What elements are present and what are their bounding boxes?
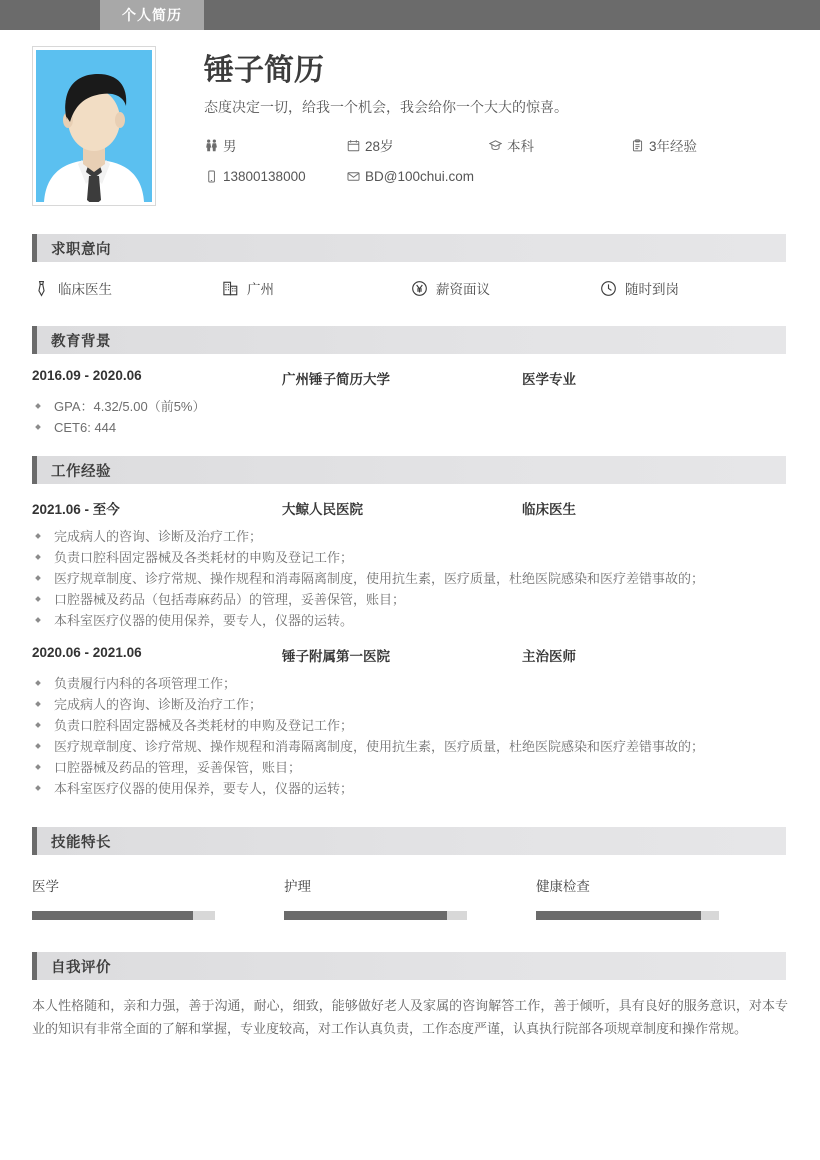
intent-availability-label: 随时到岗 xyxy=(625,282,679,297)
self-evaluation-text: 本人性格随和，亲和力强，善于沟通，耐心，细致，能够做好老人及家属的咨询解答工作，善于倾听，具有良好的服务意识，对本专业的知识有非常全面的了解和掌握，专业度较高，对工作认真负责，工作态度严谨，认真执行院部各项规章制度和操作常规。 xyxy=(32,998,788,1036)
list-item: 口腔器械及药品的管理，妥善保管，账目； xyxy=(32,757,788,778)
section-title: 工作经验 xyxy=(51,463,111,480)
resume-tab[interactable]: 个人简历 xyxy=(100,0,204,30)
list-item: 医疗规章制度、诊疗常规、操作规程和消毒隔离制度，使用抗生素，医疗质量，杜绝医院感染和医疗差错事故的； xyxy=(32,736,788,757)
candidate-tagline: 态度决定一切，给我一个机会，我会给你一个大大的惊喜。 xyxy=(204,99,568,115)
profile-info xyxy=(156,46,788,206)
entry-role: 医学专业 xyxy=(522,372,576,387)
section-header-skills xyxy=(32,827,786,855)
meta-email xyxy=(346,169,488,184)
section-title: 教育背景 xyxy=(51,333,111,350)
skill-fill xyxy=(284,911,447,920)
intent-position xyxy=(32,278,221,298)
list-item: 完成病人的咨询、诊断及治疗工作； xyxy=(32,694,788,715)
work-entry xyxy=(32,631,788,799)
profile-header xyxy=(32,30,788,216)
section-self-evaluation xyxy=(32,952,788,1040)
skill-fill xyxy=(536,911,701,920)
list-item: 本科室医疗仪器的使用保养，要专人，仪器的运转。 xyxy=(32,610,788,631)
clipboard-icon xyxy=(630,138,644,152)
skill-track xyxy=(284,911,467,920)
candidate-name: 锤子简历 xyxy=(204,54,324,87)
entry-header xyxy=(32,368,788,388)
meta-email-label: BD@100chui.com xyxy=(365,169,475,184)
entry-role: 临床医生 xyxy=(522,502,576,517)
profile-meta-row-2 xyxy=(204,169,788,184)
section-job-intention xyxy=(32,234,788,308)
section-title: 求职意向 xyxy=(51,241,111,258)
skill-item xyxy=(284,875,536,920)
skill-label: 医学 xyxy=(32,879,59,894)
intent-availability xyxy=(599,278,788,298)
entry-date: 2016.09 - 2020.06 xyxy=(32,368,142,383)
calendar-icon xyxy=(346,138,360,152)
resume-page xyxy=(0,30,820,1040)
intent-city xyxy=(221,278,410,298)
entry-role: 主治医师 xyxy=(522,649,576,664)
envelope-icon xyxy=(346,170,360,184)
meta-experience xyxy=(630,135,697,155)
skill-fill xyxy=(32,911,193,920)
section-header-self-evaluation xyxy=(32,952,786,980)
entry-bullet-list xyxy=(32,673,788,799)
meta-degree-label: 本科 xyxy=(507,139,534,154)
meta-age xyxy=(346,135,488,155)
phone-icon xyxy=(204,170,218,184)
top-bar xyxy=(0,0,820,30)
education-entry xyxy=(32,354,788,438)
meta-age-label: 28岁 xyxy=(365,139,394,154)
entry-organization: 大鲸人民医院 xyxy=(282,502,363,517)
entry-date: 2020.06 - 2021.06 xyxy=(32,645,142,660)
meta-gender xyxy=(204,135,346,155)
entry-header xyxy=(32,498,788,518)
avatar-illustration-icon xyxy=(36,50,152,202)
meta-phone-label: 13800138000 xyxy=(223,169,306,184)
section-title: 自我评价 xyxy=(51,959,111,976)
intent-salary-label: 薪资面议 xyxy=(436,282,490,297)
skills-row xyxy=(32,855,788,920)
section-education xyxy=(32,326,788,438)
graduation-icon xyxy=(488,138,502,152)
skill-label: 护理 xyxy=(283,879,311,894)
section-title: 技能特长 xyxy=(51,834,111,851)
top-bar-spacer xyxy=(0,0,100,30)
tie-icon xyxy=(32,279,50,297)
entry-header xyxy=(32,645,788,665)
list-item: 完成病人的咨询、诊断及治疗工作； xyxy=(32,526,788,547)
yen-icon xyxy=(410,279,428,297)
intent-position-label: 临床医生 xyxy=(58,282,112,297)
section-header-job-intention xyxy=(32,234,786,262)
list-item: 本科室医疗仪器的使用保养，要专人，仪器的运转； xyxy=(32,778,788,799)
list-item: 负责履行内科的各项管理工作； xyxy=(32,673,788,694)
list-item: 医疗规章制度、诊疗常规、操作规程和消毒隔离制度，使用抗生素，医疗质量，杜绝医院感染和医疗差错事故的； xyxy=(32,568,788,589)
skill-label: 健康检查 xyxy=(535,879,590,894)
intent-city-label: 广州 xyxy=(247,282,274,297)
clock-icon xyxy=(599,279,617,297)
avatar xyxy=(36,50,152,202)
skill-item xyxy=(536,875,788,920)
profile-meta-row-1 xyxy=(204,135,788,155)
section-work-experience xyxy=(32,456,788,799)
skill-item xyxy=(32,875,284,920)
building-icon xyxy=(221,279,239,297)
section-skills xyxy=(32,827,788,920)
skill-track xyxy=(536,911,719,920)
entry-organization: 广州锤子简历大学 xyxy=(282,372,390,387)
entry-bullet-list xyxy=(32,396,788,438)
entry-bullet-list xyxy=(32,526,788,631)
meta-experience-label: 3年经验 xyxy=(649,139,698,154)
gender-icon xyxy=(204,138,218,152)
meta-gender-label: 男 xyxy=(223,139,237,154)
section-header-work-experience xyxy=(32,456,786,484)
list-item: CET6: 444 xyxy=(32,417,788,438)
work-entry xyxy=(32,484,788,631)
avatar-frame xyxy=(32,46,156,206)
list-item: 负责口腔科固定器械及各类耗材的申购及登记工作； xyxy=(32,715,788,736)
list-item: 口腔器械及药品（包括毒麻药品）的管理，妥善保管，账目； xyxy=(32,589,788,610)
entry-organization: 锤子附属第一医院 xyxy=(282,649,390,664)
entry-date: 2021.06 - 至今 xyxy=(32,502,120,517)
list-item: 负责口腔科固定器械及各类耗材的申购及登记工作； xyxy=(32,547,788,568)
list-item: GPA：4.32/5.00（前5%） xyxy=(32,396,788,417)
section-header-education xyxy=(32,326,786,354)
job-intention-row xyxy=(32,262,788,308)
meta-phone xyxy=(204,169,346,184)
meta-degree xyxy=(488,135,630,155)
skill-track xyxy=(32,911,215,920)
intent-salary xyxy=(410,278,599,298)
